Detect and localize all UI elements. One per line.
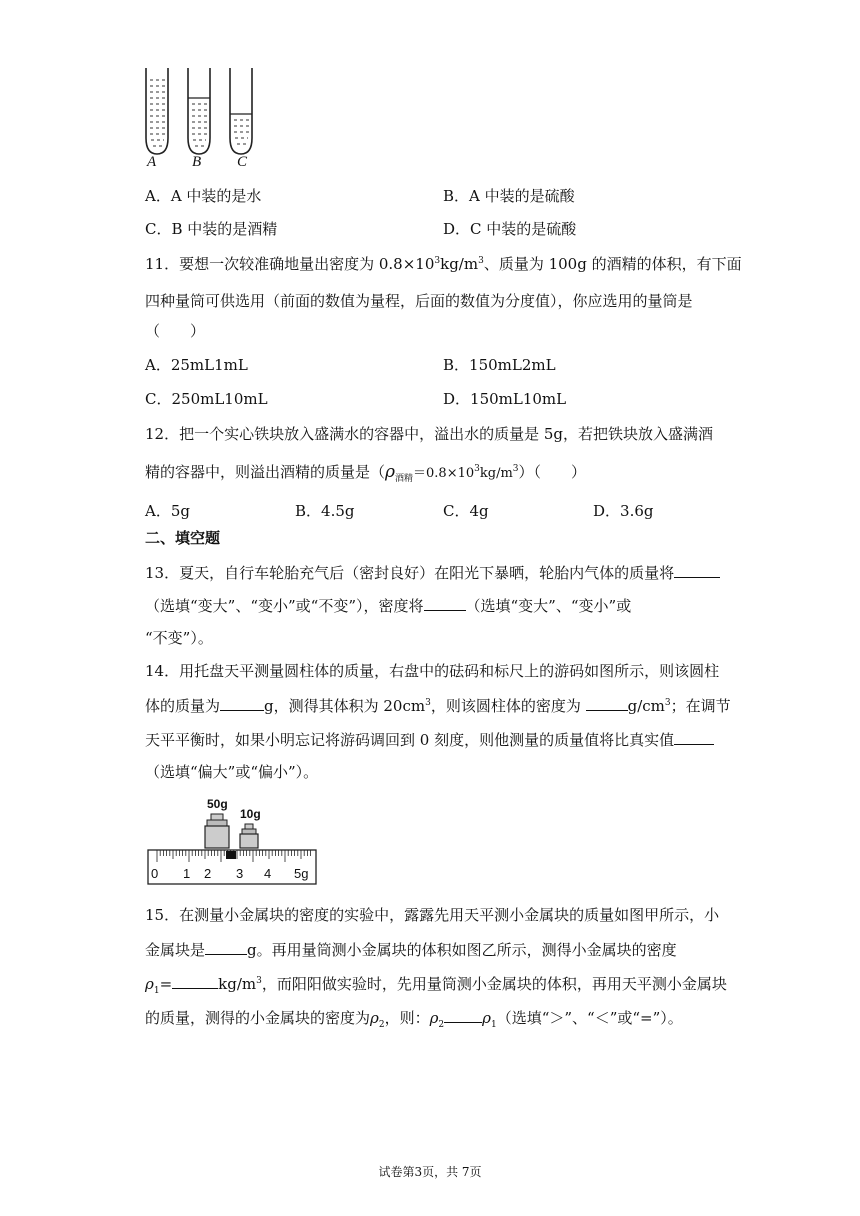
tube-label-b: B [192,154,202,170]
q10-option-d: D．C 中装的是硫酸 [443,220,577,238]
q15-line1: 15．在测量小金属块的密度的实验中，露露先用天平测小金属块的质量如图甲所示，小 [145,906,720,924]
q11-line1: 11．要想一次较准确地量出密度为 $0.8\times 10^3kg/m^3$、质量为 100g 的酒精的体积，有下面 [145,255,742,273]
q12-option-b: B．4.5g [295,502,355,520]
q15-line3: $\rho_1= kg/m^3$，而阳阳做实验时，先用量筒测小金属块的体积，再用天平测小金属块 [145,972,727,995]
tube-a [146,68,168,154]
q11-option-a: A．25mL1mL [145,356,248,374]
rider-slider [226,851,236,859]
q14-line4: （选填“偏大”或“偏小”）。 [145,763,319,781]
scale-label-5g: 5g [294,866,309,881]
q15-blank-compare[interactable] [444,1006,482,1023]
tube-label-c: C [237,154,248,170]
q11-option-b: B．150mL2mL [443,356,556,374]
q14-blank-compare[interactable] [674,728,714,745]
weight-10g-label: 10g [240,807,261,821]
q12-option-a: A．5g [145,502,190,520]
q13-line1: 13．夏天，自行车轮胎充气后（密封良好）在阳光下暴晒，轮胎内气体的质量将 [145,561,720,584]
q12-line2: 精的容器中，则溢出酒精的质量是$(\rho_{酒精}=0.8\times 10^3kg/m^3)$（ ） [145,462,587,484]
tube-b [188,68,210,154]
q15-line4: 的质量，测得的小金属块的密度为$\rho_2$，则：$\rho_2$ $\rho_1$（选填“＞”、“＜”或“=”）。 [145,1006,683,1029]
test-tubes-figure [140,66,270,174]
q13-blank-2[interactable] [424,594,466,611]
q14-line1: 14．用托盘天平测量圆柱体的质量，右盘中的砝码和标尺上的游码如图所示，则该圆柱 [145,662,720,680]
section-title-fill-blank: 二、填空题 [145,529,221,547]
q13-blank-1[interactable] [674,561,720,578]
q14-blank-mass[interactable] [220,694,264,711]
weight-10g-icon [240,824,258,848]
q12-option-c: C．4g [443,502,489,520]
q13-line3: “不变”）。 [145,629,213,647]
q14-line2: 体的质量为 g，测得其体积为 $20cm^3$，则该圆柱体的密度为 $g/cm^3$；在调节 [145,694,731,717]
q12-line1: 12．把一个实心铁块放入盛满水的容器中，溢出水的质量是 5g，若把铁块放入盛满酒 [145,425,714,443]
weight-50g-label: 50g [207,797,228,811]
weight-50g-icon [205,814,229,848]
q15-blank-mass[interactable] [205,938,247,955]
q13-line2: （选填“变大”、“变小”或“不变”），密度将 （选填“变大”、“变小”或 [145,594,631,617]
q14-line3: 天平平衡时，如果小明忘记将游码调回到 0 刻度，则他测量的质量值将比真实值 [145,728,714,751]
q11-option-d: D．150mL10mL [443,390,567,408]
q15-line2: 金属块是 g。再用量筒测小金属块的体积如图乙所示，测得小金属块的密度 [145,938,677,961]
q11-line3: （ ） [145,322,206,340]
tube-label-a: A [147,154,157,170]
scale-label-4: 4 [264,866,272,881]
q10-option-b: B．A 中装的是硫酸 [443,187,575,205]
scale-label-0: 0 [151,866,159,881]
q14-blank-density[interactable] [586,694,628,711]
tube-c [230,68,252,154]
page-footer: 试卷第3页，共 7页 [378,1165,482,1179]
q10-option-a: A．A 中装的是水 [145,187,262,205]
scale-label-1: 1 [183,866,191,881]
scale-label-2: 2 [204,866,212,881]
q15-blank-density[interactable] [172,972,218,989]
scale-label-3: 3 [236,866,244,881]
q11-line2: 四种量筒可供选用（前面的数值为量程，后面的数值为分度值），你应选用的量筒是 [145,292,693,310]
q11-option-c: C．250mL10mL [145,390,268,408]
q10-option-c: C．B 中装的是酒精 [145,220,278,238]
q12-option-d: D．3.6g [593,502,654,520]
